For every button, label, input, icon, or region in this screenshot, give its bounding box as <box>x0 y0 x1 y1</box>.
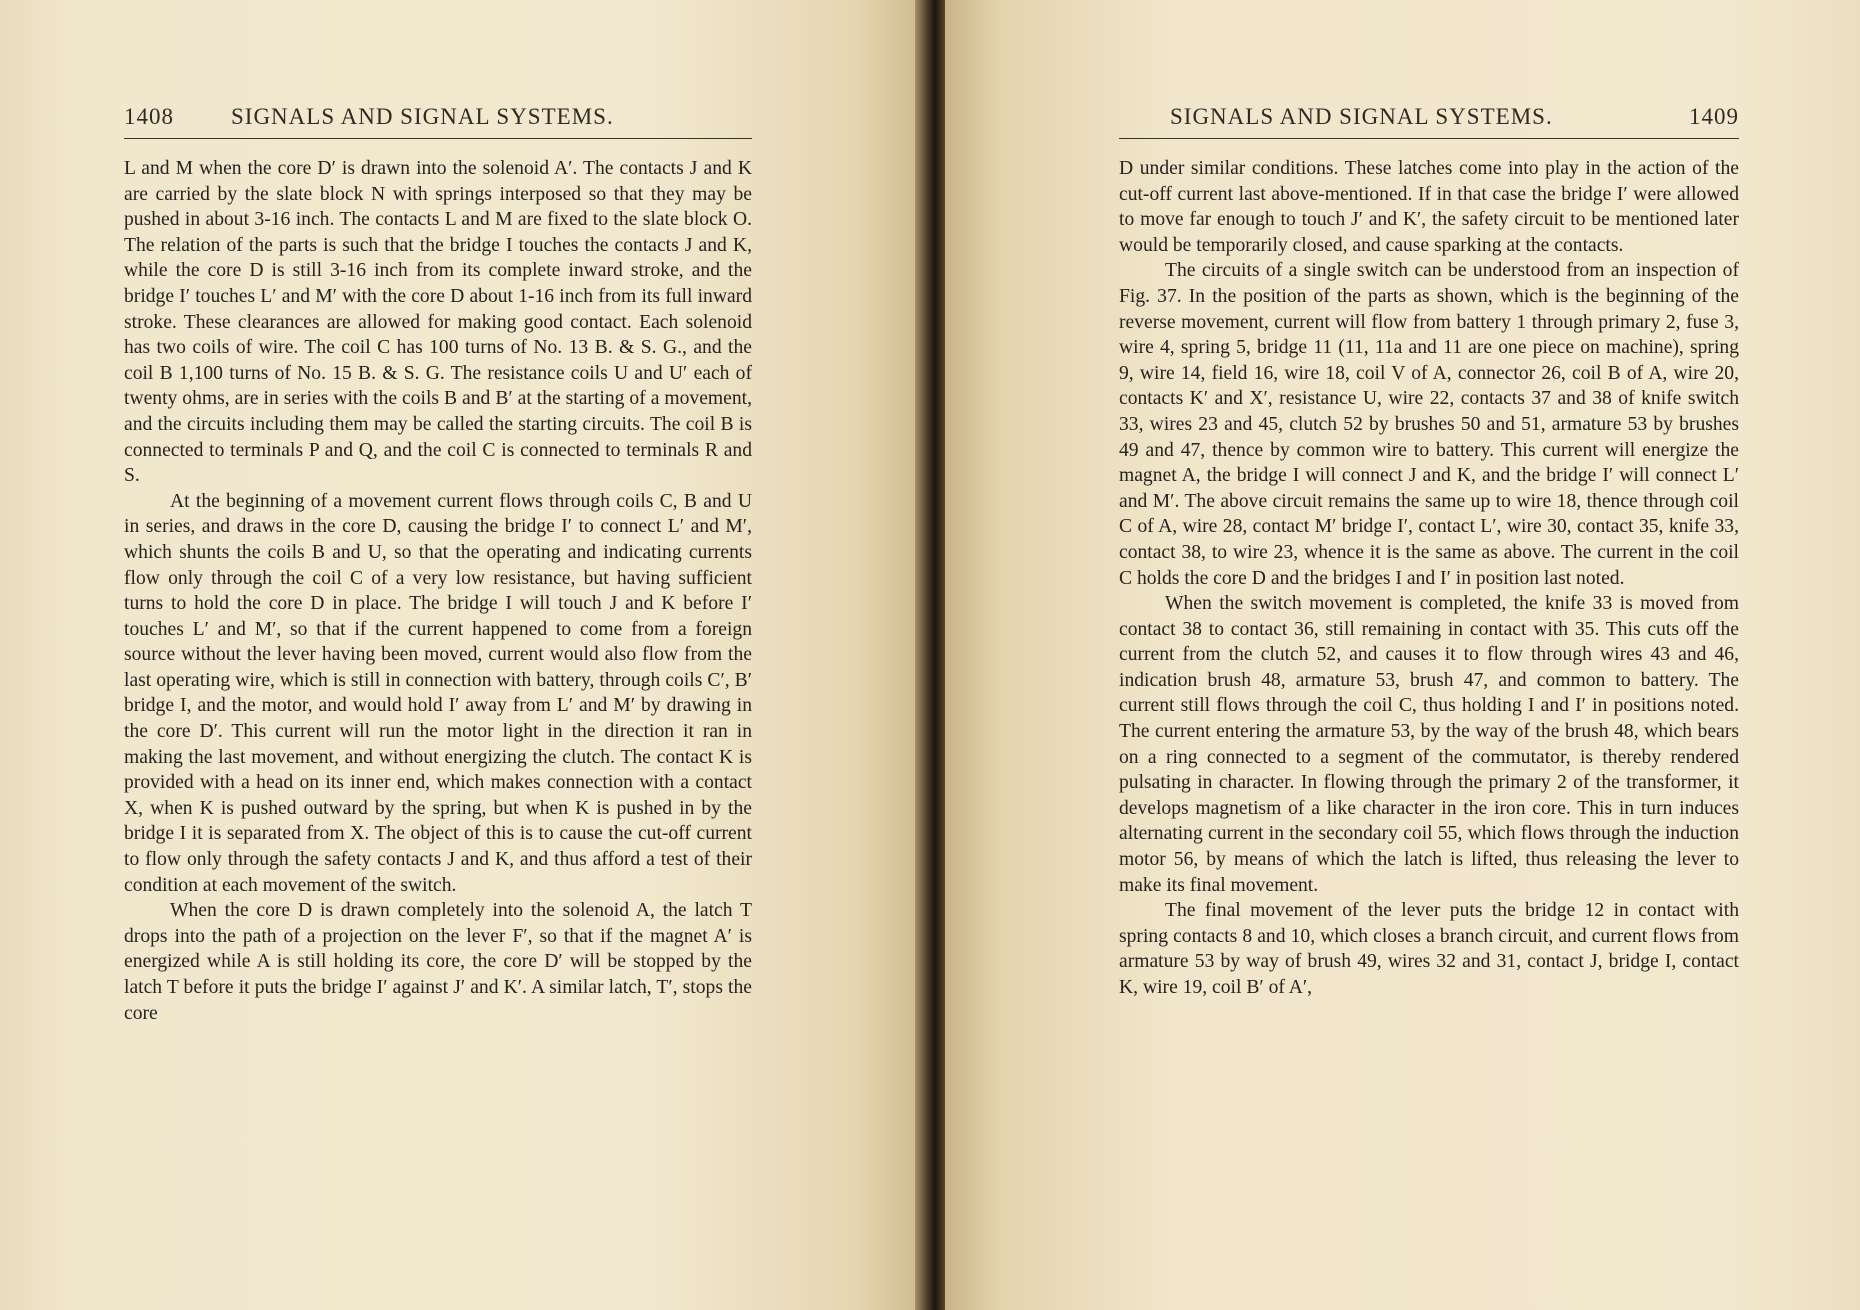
left-paragraph-3: When the core D is drawn completely into the solenoid A, the latch T drops into the path of a projection on the lever F′, so that if the magnet A′ is energized while A is still holding its core, the core D′ will be stopped by the latch T before it puts the bridge I′ against J′ and K′. A similar latch, T′, stops the core <box>124 900 752 1024</box>
left-page-number: 1408 <box>124 104 174 129</box>
right-running-title: SIGNALS AND SIGNAL SYSTEMS. <box>1170 104 1553 129</box>
left-paragraph-1: L and M when the core D′ is drawn into the solenoid A′. The contacts J and K are carried by the slate block N with springs interposed so that they may be pushed in about 3-16 inch. The contacts L and M are fixed to the slate block O. The relation of the parts is such that the bridge I touches the contacts J and K, while the core D is still 3-16 inch from its complete inward stroke, and the bridge I′ touches L′ and M′ with the core D about 1-16 inch from its full inward stroke. These clearances are allowed for making good contact. Each solenoid has two coils of wire. The coil C has 100 turns of No. 13 B. & S. G., and the coil B 1,100 turns of No. 15 B. & S. G. The resistance coils U and U′ each of twenty ohms, are in series with the coils B and B′ at the starting of a movement, and the circuits including them may be called the starting circuits. The coil B is connected to terminals P and Q, and the coil C is connected to terminals R and S. <box>124 158 752 487</box>
left-running-title: SIGNALS AND SIGNAL SYSTEMS. <box>231 104 614 129</box>
right-page <box>945 0 1860 1310</box>
right-paragraph-2: The circuits of a single switch can be understood from an inspection of Fig. 37. In the position of the parts as shown, which is the beginning of the reverse movement, current will flow from battery 1 through primary 2, fuse 3, wire 4, spring 5, bridge 11 (11, 11a and 11 are one piece on machine), spring 9, wire 14, field 16, wire 18, coil V of A, connector 26, coil B of A, wire 20, contacts K′ and X′, resistance U, wire 22, contacts 37 and 38 of knife switch 33, wires 23 and 45, clutch 52 by brushes 50 and 51, armature 53 by brushes 49 and 47, thence by common wire to battery. This current will energize the magnet A, the bridge I will connect J and K, and the bridge I′ will connect L′ and M′. The above circuit remains the same up to wire 18, thence through coil C of A, wire 28, contact M′ bridge I′, contact L′, wire 30, contact 35, knife 33, contact 38, to wire 23, whence it is the same as above. The current in the coil C holds the core D and the bridges I and I′ in position last noted. <box>1119 260 1739 589</box>
right-body-text <box>1119 156 1739 1001</box>
right-page-number: 1409 <box>1689 104 1739 129</box>
right-running-head <box>1119 104 1739 139</box>
left-paragraph-2: At the beginning of a movement current flows through coils C, B and U in series, and draws in the core D, causing the bridge I′ to connect L′ and M′, which shunts the coils B and U, so that the operating and indicating currents flow only through the coil C of a very low resistance, but having sufficient turns to hold the core D in place. The bridge I will touch J and K before I′ touches L′ and M′, so that if the current happened to come from a foreign source without the lever having been moved, current would also flow from the last operating wire, which is still in connection with battery, through coils C′, B′ bridge I, and the motor, and would hold I′ away from L′ and M′ by drawing in the core D′. This current will run the motor light in the direction it ran in making the last movement, and without energizing the clutch. The contact K is provided with a head on its inner end, which makes connection with a contact X, when K is pushed outward by the spring, but when K is pushed in by the bridge I it is separated from X. The object of this is to cause the cut-off current to flow only through the safety contacts J and K, and thus afford a test of their condition at each movement of the switch. <box>124 490 752 896</box>
right-paragraph-1: D under similar conditions. These latches come into play in the action of the cut-off current last above-mentioned. If in that case the bridge I′ were allowed to move far enough to touch J′ and K′, the safety circuit to be mentioned later would be temporarily closed, and cause sparking at the contacts. <box>1119 158 1739 256</box>
right-paragraph-4: The final movement of the lever puts the bridge 12 in contact with spring contacts 8 and 10, which closes a branch circuit, and current flows from armature 53 by way of brush 49, wires 32 and 31, contact J, bridge I, contact K, wire 19, coil B′ of A′, <box>1119 900 1739 998</box>
left-page <box>0 0 925 1310</box>
left-running-head <box>124 104 752 139</box>
right-paragraph-3: When the switch movement is completed, the knife 33 is moved from contact 38 to contact 36, still remaining in contact with 35. This cuts off the current from the clutch 52, and causes it to flow through wires 43 and 46, indication brush 48, armature 53, brush 47, and common to battery. The current still flows through the coil C, thus holding I and I′ in positions noted. The current entering the armature 53, by the way of the brush 48, which bears on a ring connected to a segment of the commutator, is thereby rendered pulsating in character. In flowing through the primary 2 of the transformer, it develops magnetism of a like character in the iron core. This in turn induces alternating current in the secondary coil 55, which flows through the induction motor 56, by means of which the latch is lifted, thus releasing the lever to make its final movement. <box>1119 593 1739 896</box>
left-body-text <box>124 156 752 1026</box>
